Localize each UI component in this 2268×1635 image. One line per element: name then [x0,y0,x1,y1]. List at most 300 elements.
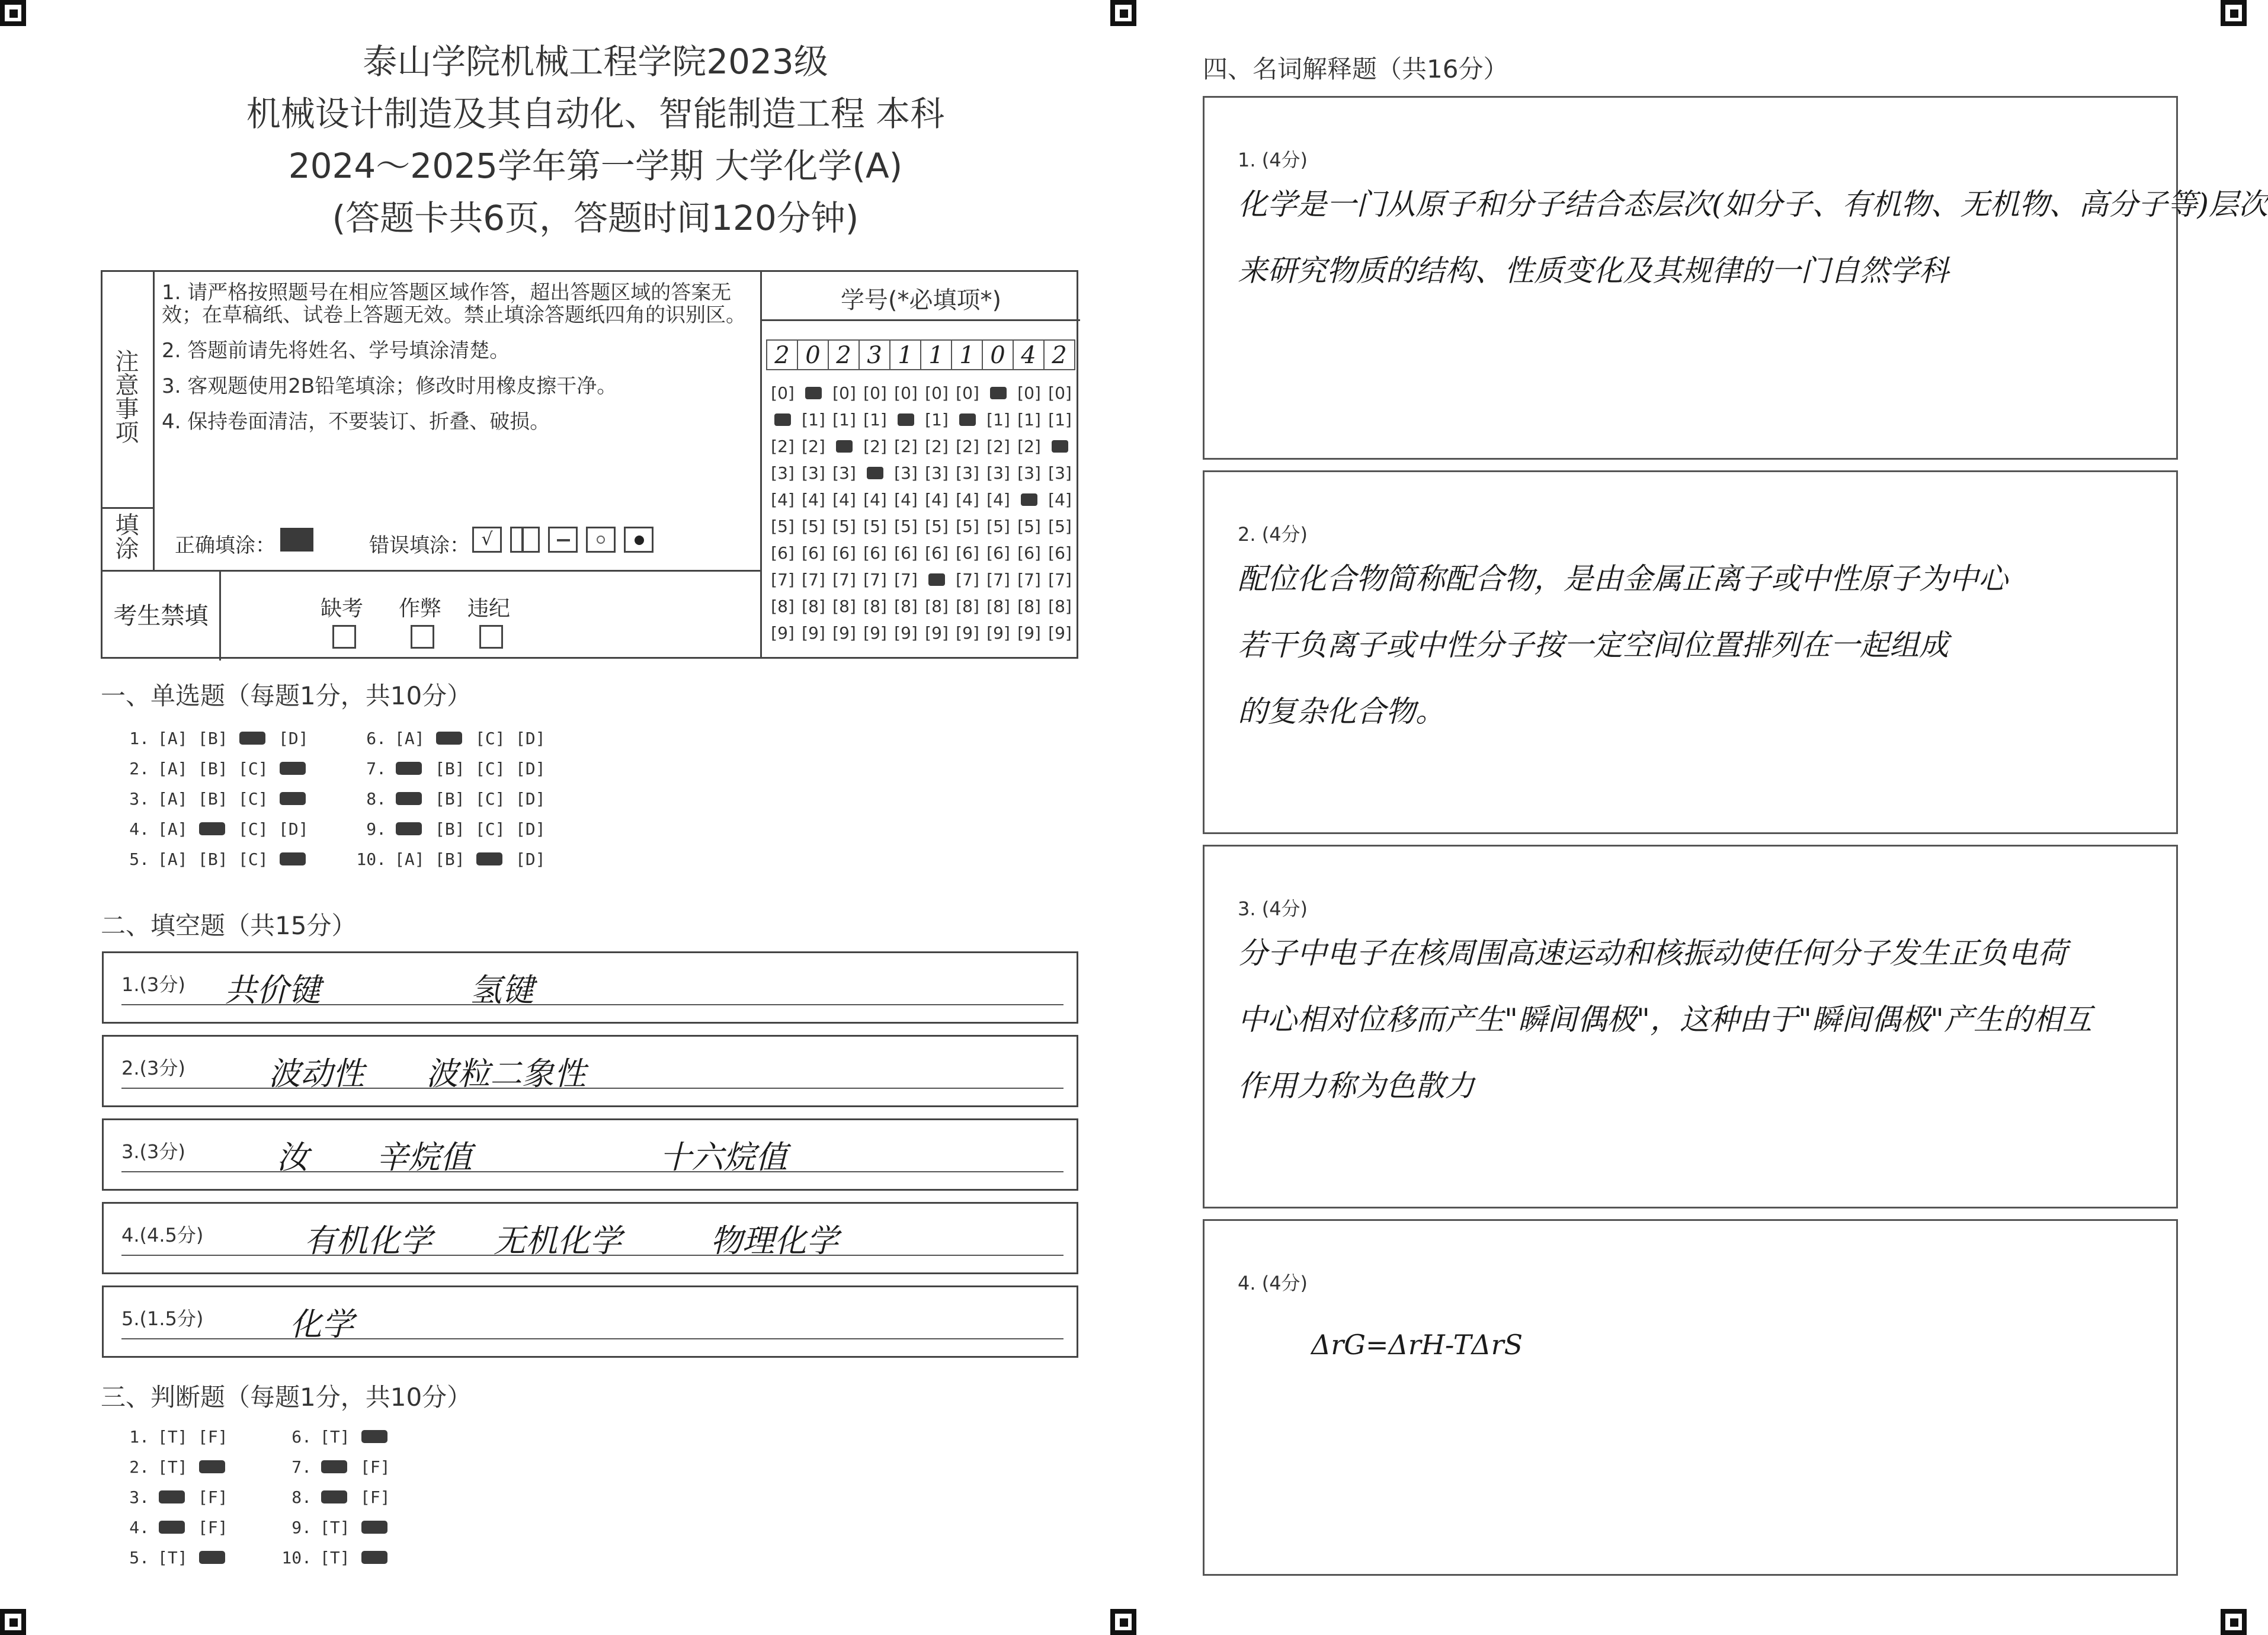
student-id-bubble[interactable]: [4] [1048,490,1072,509]
student-id-bubble[interactable]: [5] [1017,517,1041,536]
student-id-bubble-row [767,380,1075,406]
student-id-bubble[interactable]: [6] [771,543,795,563]
question-number: 8. [366,789,386,809]
ban-item-label: 作弊 [399,597,442,621]
student-id-digits [766,339,1074,370]
student-id-bubble[interactable]: [9] [863,623,887,643]
student-id-bubble[interactable] [860,460,890,486]
choice-option[interactable] [395,784,435,814]
student-id-bubble[interactable]: [5] [986,517,1010,536]
choice-option[interactable]: [D] [278,819,309,839]
left-page [0,0,1123,1635]
choice-option[interactable] [395,754,435,784]
question-number: 10. [281,1548,312,1567]
student-id-bubble[interactable]: [2] [802,437,825,456]
choice-option[interactable]: [A] [158,849,188,869]
student-id-bubble[interactable]: [3] [832,463,856,483]
sec3-column-2 [278,1422,401,1573]
student-id-bubble[interactable]: [9] [956,623,979,643]
student-id-bubble[interactable]: [9] [1017,623,1041,643]
student-id-bubble[interactable] [829,433,860,460]
student-id-bubble[interactable]: [3] [771,463,795,483]
choice-option[interactable] [395,814,435,844]
student-id-bubble[interactable]: [6] [832,543,856,563]
student-id-bubble[interactable]: [9] [771,623,795,643]
notice-item: 4. 保持卷面清洁，不要装订、折叠、破损。 [162,410,550,434]
title-line-3: 2024～2025学年第一学期 大学化学(A) [288,146,903,186]
choice-option[interactable]: [B] [198,759,228,778]
student-id-bubble[interactable]: [3] [925,463,949,483]
student-id-bubble[interactable]: [4] [956,490,979,509]
choice-option[interactable] [320,1482,360,1512]
student-id-digit: 0 [797,339,829,370]
student-id-bubble[interactable]: [2] [771,437,795,456]
definition-answer-box[interactable] [1203,845,2178,1208]
wrong-fill-dash-sample [548,527,578,553]
handwritten-answer: 波粒二象性 [426,1055,586,1092]
choice-row [353,784,556,814]
absent-checkbox[interactable] [332,625,356,649]
choice-option[interactable]: [B] [198,849,228,869]
choice-option[interactable] [158,1512,198,1543]
choice-row [278,1452,401,1482]
student-id-bubble[interactable]: [7] [771,570,795,589]
choice-option[interactable]: [D] [278,729,309,748]
student-id-bubble[interactable]: [7] [956,570,979,589]
student-id-bubble[interactable]: [9] [1048,623,1072,643]
choice-option[interactable]: [D] [515,759,546,778]
student-id-bubble[interactable]: [6] [925,543,949,563]
choice-option[interactable]: [C] [238,759,268,778]
choice-option[interactable]: [T] [320,1548,350,1567]
choice-row [116,1482,238,1512]
handwritten-answer-line: 若干负离子或中性分子按一定空间位置排列在一起组成 [1238,628,1949,662]
definition-question-number: 4. (4分) [1238,1272,1308,1294]
student-id-bubble-row [767,513,1075,540]
choice-option[interactable] [360,1543,401,1573]
student-id-bubble[interactable]: [4] [986,490,1010,509]
student-id-bubble[interactable]: [7] [863,570,887,589]
handwritten-answer: 氢键 [470,972,534,1009]
answer-underline [121,1338,1063,1339]
student-id-digit: 1 [951,339,983,370]
choice-option[interactable] [158,1482,198,1512]
handwritten-answer-line: 作用力称为色散力 [1238,1069,1475,1103]
choice-option[interactable] [238,723,278,754]
student-id-bubble-row [767,620,1075,646]
sec3-column-1 [116,1422,238,1573]
choice-option[interactable]: [T] [158,1457,188,1477]
wrong-fill-label: 错误填涂： [369,534,470,557]
choice-option[interactable]: [C] [475,729,505,748]
choice-option[interactable]: [C] [238,789,268,809]
choice-option[interactable]: [B] [198,789,228,809]
sec4-heading: 四、名词解释题（共16分） [1203,54,1508,84]
student-id-bubble[interactable]: [6] [956,543,979,563]
choice-option[interactable]: [B] [198,729,228,748]
wrong-fill-dot-sample [624,527,654,553]
choice-option[interactable]: [C] [238,819,268,839]
question-number: 10. [356,849,386,869]
answer-underline [121,1171,1063,1172]
question-number: 6. [366,729,386,748]
student-id-bubble[interactable]: [7] [894,570,918,589]
choice-option[interactable]: [C] [475,819,505,839]
definition-answer-box[interactable] [1203,1219,2178,1576]
question-number: 7. [366,759,386,778]
choice-option[interactable] [435,723,475,754]
ban-area [221,572,760,661]
sec3-heading: 三、判断题（每题1分，共10分） [101,1383,472,1412]
notice-item: 3. 客观题使用2B铅笔填涂；修改时用橡皮擦干净。 [162,374,617,398]
choice-option[interactable] [278,754,319,784]
choice-option[interactable] [278,784,319,814]
handwritten-answer: 有机化学 [304,1222,432,1259]
student-id-bubble[interactable]: [8] [956,597,979,616]
student-id-bubble[interactable]: [0] [956,383,979,403]
student-id-bubble[interactable] [890,406,921,433]
choice-option[interactable]: [A] [158,729,188,748]
question-number: 1. [129,729,149,748]
choice-row [278,1422,401,1452]
student-id-bubble[interactable]: [5] [771,517,795,536]
choice-option[interactable] [198,1452,238,1482]
sec2-heading: 二、填空题（共15分） [101,911,357,940]
student-id-bubble[interactable]: [4] [832,490,856,509]
student-id-bubble[interactable]: [5] [956,517,979,536]
choice-option[interactable]: [D] [515,819,546,839]
wrong-fill-circle-sample [586,527,616,553]
student-id-bubble[interactable] [952,406,983,433]
student-id-bubble[interactable] [767,406,798,433]
handwritten-answer-line: 化学是一门从原子和分子结合态层次(如分子、有机物、无机物、高分子等)层次 [1238,187,2268,222]
notice-label-cell [102,272,155,509]
notice-item: 1. 请严格按照题号在相应答题区域作答，超出答题区域的答案无效；在草稿纸、试卷上答题无效。禁止填涂答题纸四角的识别区。 [162,281,746,327]
student-id-bubble[interactable]: [6] [894,543,918,563]
student-id-bubble[interactable] [921,566,952,593]
choice-option[interactable]: [C] [475,789,505,809]
handwritten-answer-line: 中心相对位移而产生"瞬间偶极"，这种由于"瞬间偶极"产生的相互 [1238,1002,2092,1037]
student-id-bubble-row [767,486,1075,513]
student-id-bubble[interactable]: [5] [925,517,949,536]
choice-option[interactable] [320,1452,360,1482]
student-id-bubble[interactable] [798,380,829,406]
student-id-bubble[interactable]: [0] [832,383,856,403]
student-id-bubble[interactable]: [8] [925,597,949,616]
student-id-bubble[interactable]: [8] [1048,597,1072,616]
notice-label: 注意事项 [111,349,139,444]
choice-option[interactable]: [B] [435,759,465,778]
title-line-4: (答题卡共6页，答题时间120分钟) [332,198,859,238]
question-number: 7. [291,1457,312,1477]
student-id-bubble[interactable] [983,380,1014,406]
handwritten-answer: 十六烷值 [659,1139,787,1176]
handwritten-answer: 波动性 [268,1055,364,1092]
student-id-digit: 2 [828,339,860,370]
student-id-bubble-grid [767,380,1075,646]
ban-item-label: 缺考 [321,597,364,621]
student-id-bubble[interactable]: [2] [986,437,1010,456]
fill-question-number: 4.(4.5分) [121,1224,204,1246]
question-number: 4. [129,819,149,839]
student-id-bubble[interactable] [1045,433,1075,460]
question-number: 3. [129,789,149,809]
choice-row [353,754,556,784]
student-id-bubble[interactable]: [9] [925,623,949,643]
choice-option[interactable]: [T] [320,1427,350,1447]
student-id-bubble[interactable]: [2] [894,437,918,456]
handwritten-answer: 无机化学 [494,1222,622,1259]
student-id-bubble[interactable]: [1] [832,410,856,429]
student-id-title: 学号(*必填项*) [840,287,1002,314]
question-number: 3. [129,1487,149,1507]
choice-option[interactable] [198,814,238,844]
correct-fill-label: 正确填涂： [175,534,276,557]
student-id-bubble[interactable]: [8] [1017,597,1041,616]
student-id-bubble-row [767,433,1075,460]
student-id-bubble[interactable]: [5] [863,517,887,536]
student-id-bubble[interactable]: [7] [1048,570,1072,589]
question-number: 4. [129,1518,149,1537]
choice-row [278,1482,401,1512]
student-id-bubble[interactable]: [1] [1017,410,1041,429]
student-id-bubble[interactable]: [4] [771,490,795,509]
choice-option[interactable]: [D] [515,789,546,809]
student-id-bubble[interactable]: [2] [1017,437,1041,456]
choice-option[interactable] [360,1422,401,1452]
question-number: 2. [129,759,149,778]
title-line-2: 机械设计制造及其自动化、智能制造工程 本科 [246,94,945,134]
student-id-bubble[interactable]: [3] [1017,463,1041,483]
choice-option[interactable]: [B] [435,849,465,869]
student-id-bubble[interactable]: [7] [986,570,1010,589]
divider [760,272,762,657]
choice-row [116,1512,238,1543]
wrong-fill-check-sample: √ [472,527,502,553]
question-number: 6. [291,1427,312,1447]
cheat-checkbox[interactable] [411,625,434,649]
question-number: 9. [366,819,386,839]
choice-row [116,723,319,754]
student-id-bubble-row [767,593,1075,620]
violation-checkbox[interactable] [479,625,503,649]
student-id-bubble[interactable]: [7] [832,570,856,589]
student-id-bubble[interactable]: [0] [863,383,887,403]
choice-option[interactable] [278,844,319,874]
question-number: 9. [291,1518,312,1537]
student-id-bubble[interactable]: [3] [894,463,918,483]
info-box [101,270,1078,659]
student-id-bubble[interactable]: [5] [832,517,856,536]
choice-option[interactable] [360,1512,401,1543]
answer-underline [121,1088,1063,1089]
student-id-bubble[interactable]: [3] [956,463,979,483]
sec1-column-1 [116,723,319,874]
fill-answer-box[interactable] [102,1035,1078,1107]
student-id-bubble[interactable]: [1] [986,410,1010,429]
choice-option[interactable]: [F] [360,1487,390,1507]
choice-option[interactable] [475,844,515,874]
choice-option[interactable]: [F] [198,1487,228,1507]
student-id-bubble[interactable] [1014,486,1045,513]
student-id-digit: 2 [766,339,798,370]
student-id-bubble[interactable]: [4] [863,490,887,509]
ban-label: 考生禁填 [102,572,221,661]
correct-fill-sample [280,528,313,552]
question-number: 8. [291,1487,312,1507]
definition-answer-box[interactable] [1203,470,2178,834]
choice-row [278,1543,401,1573]
choice-option[interactable]: [B] [435,789,465,809]
handwritten-answer-line: 的复杂化合物。 [1238,694,1445,729]
student-id-bubble[interactable]: [4] [894,490,918,509]
student-id-bubble[interactable]: [3] [802,463,825,483]
student-id-bubble[interactable]: [9] [894,623,918,643]
handwritten-answer: 共价键 [225,972,321,1009]
choice-option[interactable]: [A] [158,819,188,839]
choice-option[interactable]: [D] [515,849,546,869]
student-id-bubble[interactable]: [0] [1048,383,1072,403]
sec1-heading: 一、单选题（每题1分，共10分） [101,681,472,710]
choice-option[interactable]: [T] [158,1427,188,1447]
student-id-bubble[interactable]: [6] [802,543,825,563]
handwritten-answer: 汝 [277,1139,309,1176]
student-id-bubble[interactable]: [1] [863,410,887,429]
choice-option[interactable] [198,1543,238,1573]
student-id-bubble[interactable]: [7] [1017,570,1041,589]
student-id-bubble[interactable]: [5] [894,517,918,536]
student-id-bubble-row [767,566,1075,593]
student-id-bubble[interactable]: [0] [1017,383,1041,403]
student-id-bubble[interactable]: [0] [771,383,795,403]
fill-answer-box[interactable] [102,1285,1078,1358]
fill-question-number: 5.(1.5分) [121,1307,204,1330]
choice-row [116,844,319,874]
question-number: 2. [129,1457,149,1477]
choice-row [116,814,319,844]
student-id-bubble[interactable]: [3] [1048,463,1072,483]
student-id-bubble[interactable]: [8] [986,597,1010,616]
question-number: 5. [129,849,149,869]
student-id-bubble[interactable]: [1] [802,410,825,429]
handwritten-answer: 辛烷值 [376,1139,472,1176]
choice-option[interactable]: [A] [158,789,188,809]
choice-option[interactable]: [F] [360,1457,390,1477]
choice-row [353,723,556,754]
handwritten-answer-line: 来研究物质的结构、性质变化及其规律的一门自然学科 [1238,254,1949,288]
student-id-digit: 4 [1013,339,1045,370]
student-id-bubble[interactable]: [9] [832,623,856,643]
choice-option[interactable]: [A] [158,759,188,778]
student-id-bubble[interactable]: [4] [802,490,825,509]
student-id-bubble[interactable]: [9] [802,623,825,643]
handwritten-answer: 物理化学 [710,1222,838,1259]
ban-item-label: 违纪 [467,597,511,621]
handwritten-answer-line: 分子中电子在核周围高速运动和核振动使任何分子发生正负电荷 [1238,936,2067,970]
exam-title [101,36,1090,244]
student-id-bubble[interactable]: [0] [894,383,918,403]
choice-option[interactable]: [C] [238,849,268,869]
choice-row [353,814,556,844]
choice-row [116,754,319,784]
fill-answer-box[interactable] [102,951,1078,1024]
choice-row [116,1452,238,1482]
definition-question-number: 2. (4分) [1238,523,1308,546]
choice-option[interactable]: [A] [395,729,425,748]
definition-answer-box[interactable] [1203,96,2268,460]
student-id-bubble[interactable]: [8] [863,597,887,616]
student-id-bubble[interactable]: [6] [1017,543,1041,563]
sec1-column-2 [353,723,556,874]
choice-row [116,784,319,814]
student-id-bubble[interactable]: [4] [925,490,949,509]
student-id-bubble[interactable]: [9] [986,623,1010,643]
handwritten-answer-line: 配位化合物简称配合物，是由金属正离子或中性原子为中心 [1238,562,2008,596]
wrong-fill-bar-sample [510,527,540,553]
question-number: 5. [129,1548,149,1567]
student-id-bubble[interactable]: [7] [802,570,825,589]
fill-label: 填涂 [111,512,139,560]
student-id-bubble[interactable]: [2] [925,437,949,456]
fill-example-row [155,509,760,572]
student-id-bubble[interactable]: [1] [1048,410,1072,429]
fill-label-cell [102,509,155,572]
student-id-bubble[interactable]: [1] [925,410,949,429]
definition-question-number: 1. (4分) [1238,149,1308,171]
fill-question-number: 3.(3分) [121,1140,185,1163]
choice-option[interactable]: [F] [198,1518,228,1537]
choice-option[interactable]: [D] [515,729,546,748]
choice-option[interactable]: [B] [435,819,465,839]
student-id-digit: 0 [982,339,1014,370]
choice-option[interactable]: [T] [320,1518,350,1537]
fill-answer-box[interactable] [102,1118,1078,1191]
student-id-bubble-row [767,540,1075,566]
student-id-bubble[interactable]: [6] [1048,543,1072,563]
question-number: 1. [129,1427,149,1447]
student-id-bubble[interactable]: [3] [986,463,1010,483]
notice-item: 2. 答题前请先将姓名、学号填涂清楚。 [162,339,510,363]
fill-answer-box[interactable] [102,1202,1078,1274]
definition-question-number: 3. (4分) [1238,897,1308,920]
student-id-bubble[interactable]: [5] [1048,517,1072,536]
choice-option[interactable]: [A] [395,849,425,869]
student-id-bubble[interactable]: [2] [863,437,887,456]
choice-option[interactable]: [T] [158,1548,188,1567]
divider [762,319,1080,321]
student-id-digit: 1 [889,339,921,370]
student-id-bubble[interactable]: [5] [802,517,825,536]
student-id-bubble[interactable]: [8] [894,597,918,616]
handwritten-answer-line: ΔrG=ΔrH-TΔrS [1311,1329,1523,1361]
choice-option[interactable]: [C] [475,759,505,778]
student-id-bubble-row [767,406,1075,433]
notice-text [162,281,748,446]
student-id-digit: 1 [920,339,952,370]
student-id-bubble-row [767,460,1075,486]
choice-option[interactable]: [F] [198,1427,228,1447]
student-id-bubble[interactable]: [8] [802,597,825,616]
student-id-bubble[interactable]: [2] [956,437,979,456]
student-id-bubble[interactable]: [8] [832,597,856,616]
student-id-bubble[interactable]: [6] [863,543,887,563]
fill-question-number: 1.(3分) [121,973,185,996]
student-id-bubble[interactable]: [0] [925,383,949,403]
student-id-bubble[interactable]: [8] [771,597,795,616]
student-id-bubble[interactable]: [6] [986,543,1010,563]
choice-row [278,1512,401,1543]
choice-row [116,1543,238,1573]
